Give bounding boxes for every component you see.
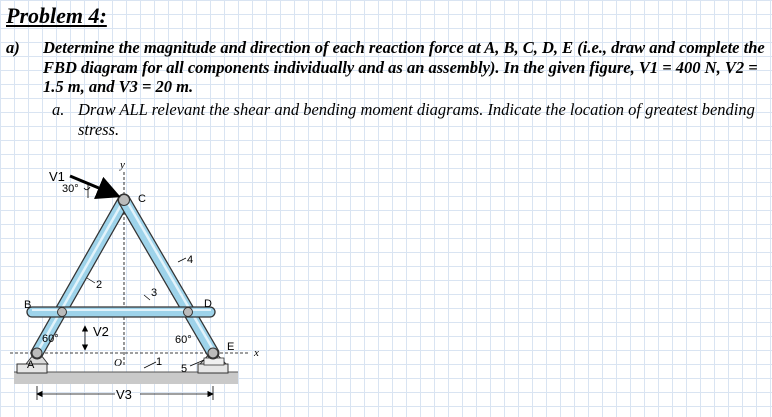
label-point-b: B bbox=[24, 299, 32, 311]
pin-c bbox=[119, 195, 130, 206]
leader-3 bbox=[144, 295, 150, 300]
frame-figure bbox=[0, 150, 300, 417]
leader-2 bbox=[87, 278, 95, 283]
leader-4 bbox=[178, 258, 186, 262]
load-angle-arc bbox=[84, 187, 90, 190]
label-point-a: A bbox=[27, 359, 35, 371]
pin-e bbox=[208, 348, 218, 358]
label-angle-right: 60° bbox=[175, 334, 192, 346]
label-point-e: E bbox=[227, 341, 235, 353]
pin-a bbox=[32, 348, 42, 358]
leader-1 bbox=[144, 362, 156, 368]
member-left-highlight bbox=[38, 198, 125, 351]
pin-d bbox=[184, 308, 193, 317]
label-member-5: 5 bbox=[181, 363, 188, 375]
problem-title: Problem 4: bbox=[6, 3, 107, 28]
label-axis-y: y bbox=[120, 159, 125, 171]
label-v1: V1 bbox=[49, 169, 65, 184]
label-member-2: 2 bbox=[96, 279, 103, 291]
label-point-d: D bbox=[204, 298, 212, 310]
label-dim-v2: V2 bbox=[93, 324, 109, 339]
member-right-face bbox=[124, 200, 213, 353]
label-member-1: 1 bbox=[156, 356, 163, 368]
label-axis-x: x bbox=[254, 347, 259, 359]
subitem-text: Draw ALL relevant the shear and bending moment diagrams. Indicate the location of greatest bending stress. bbox=[78, 100, 755, 139]
part-a-text: Determine the magnitude and direction of each reaction force at A, B, C, D, E (i.e., draw and complete the FBD diagram for all components individually and as an assembly). In the given figure, V1 = 400 N, V2 = 1.5 m, and V3 = 20 m. bbox=[43, 38, 765, 96]
label-dim-v3: V3 bbox=[116, 387, 132, 402]
label-member-4: 4 bbox=[187, 254, 194, 266]
ground bbox=[14, 372, 238, 384]
label-point-c: C bbox=[138, 193, 146, 205]
pin-b bbox=[58, 308, 67, 317]
label-load-angle: 30° bbox=[62, 183, 79, 195]
subitem-label: a. bbox=[52, 100, 65, 119]
label-member-3: 3 bbox=[151, 287, 158, 299]
label-angle-left: 60° bbox=[42, 333, 59, 345]
part-a-label: a) bbox=[6, 38, 20, 57]
member-right-highlight bbox=[125, 198, 214, 351]
label-origin: O bbox=[114, 357, 122, 369]
